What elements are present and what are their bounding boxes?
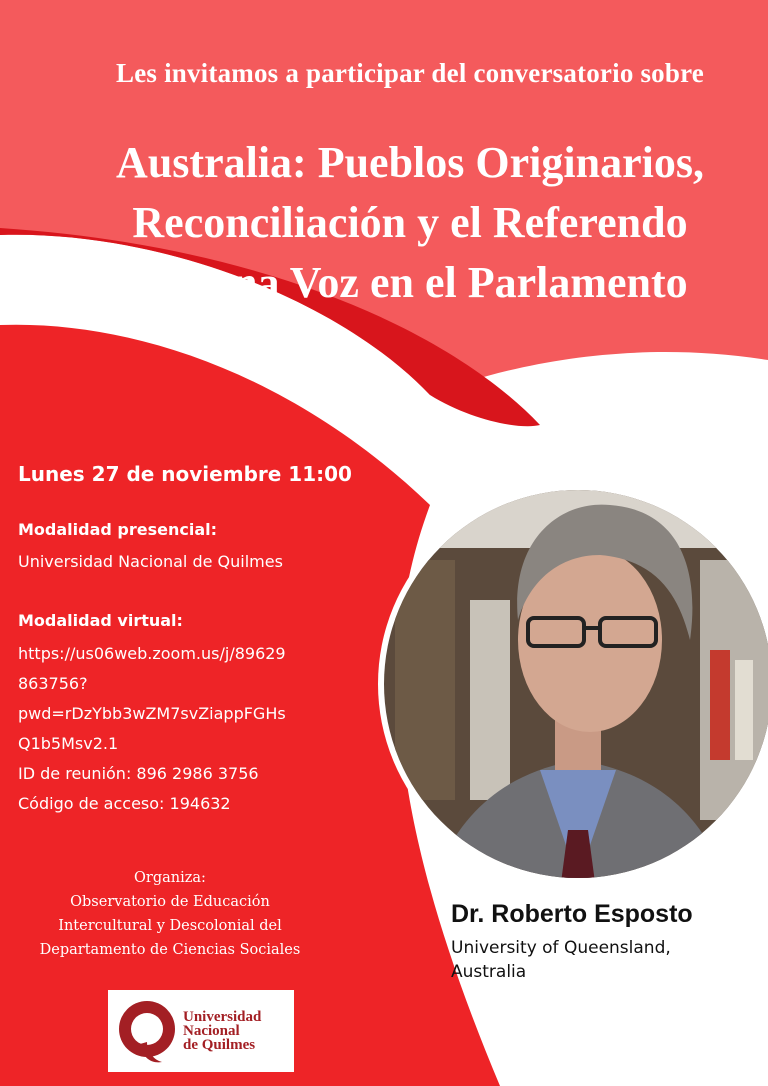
in-person-label: Modalidad presencial: — [18, 520, 218, 539]
unq-logo-icon — [114, 996, 180, 1066]
zoom-link-line[interactable]: 863756? — [18, 674, 88, 693]
virtual-label: Modalidad virtual: — [18, 611, 183, 630]
organizer-line: Intercultural y Descolonial del — [58, 918, 282, 934]
zoom-link-line[interactable]: Q1b5Msv2.1 — [18, 734, 119, 753]
zoom-link-line[interactable]: pwd=rDzYbb3wZM7svZiappFGHs — [18, 704, 286, 723]
event-date: Lunes 27 de noviembre 11:00 — [18, 462, 352, 486]
logo-text — [183, 1010, 261, 1052]
organizer-line: Observatorio de Educación — [70, 894, 270, 910]
speaker-affiliation — [451, 936, 671, 984]
logo-text-line: Universidad — [183, 1009, 262, 1025]
logo-text-line: Nacional — [183, 1023, 240, 1039]
intro-text: Les invitamos a participar del conversatorio sobre — [116, 58, 704, 88]
virtual-details — [18, 639, 286, 819]
affiliation-line: Australia — [451, 962, 527, 982]
logo-text-line: de Quilmes — [183, 1037, 256, 1053]
title-line: por una Voz en el Parlamento — [132, 258, 688, 307]
in-person-value: Universidad Nacional de Quilmes — [18, 552, 283, 571]
meeting-id: ID de reunión: 896 2986 3756 — [18, 764, 259, 783]
zoom-link-line[interactable]: https://us06web.zoom.us/j/89629 — [18, 644, 286, 663]
university-logo — [108, 990, 294, 1072]
organizer-block — [0, 866, 340, 962]
event-title — [60, 133, 760, 313]
organizer-line: Organiza: — [134, 870, 206, 886]
access-code: Código de acceso: 194632 — [18, 794, 231, 813]
title-line: Australia: Pueblos Originarios, — [116, 138, 704, 187]
speaker-name: Dr. Roberto Esposto — [451, 900, 693, 928]
affiliation-line: University of Queensland, — [451, 938, 671, 958]
title-line: Reconciliación y el Referendo — [132, 198, 688, 247]
organizer-line: Departamento de Ciencias Sociales — [39, 942, 301, 958]
